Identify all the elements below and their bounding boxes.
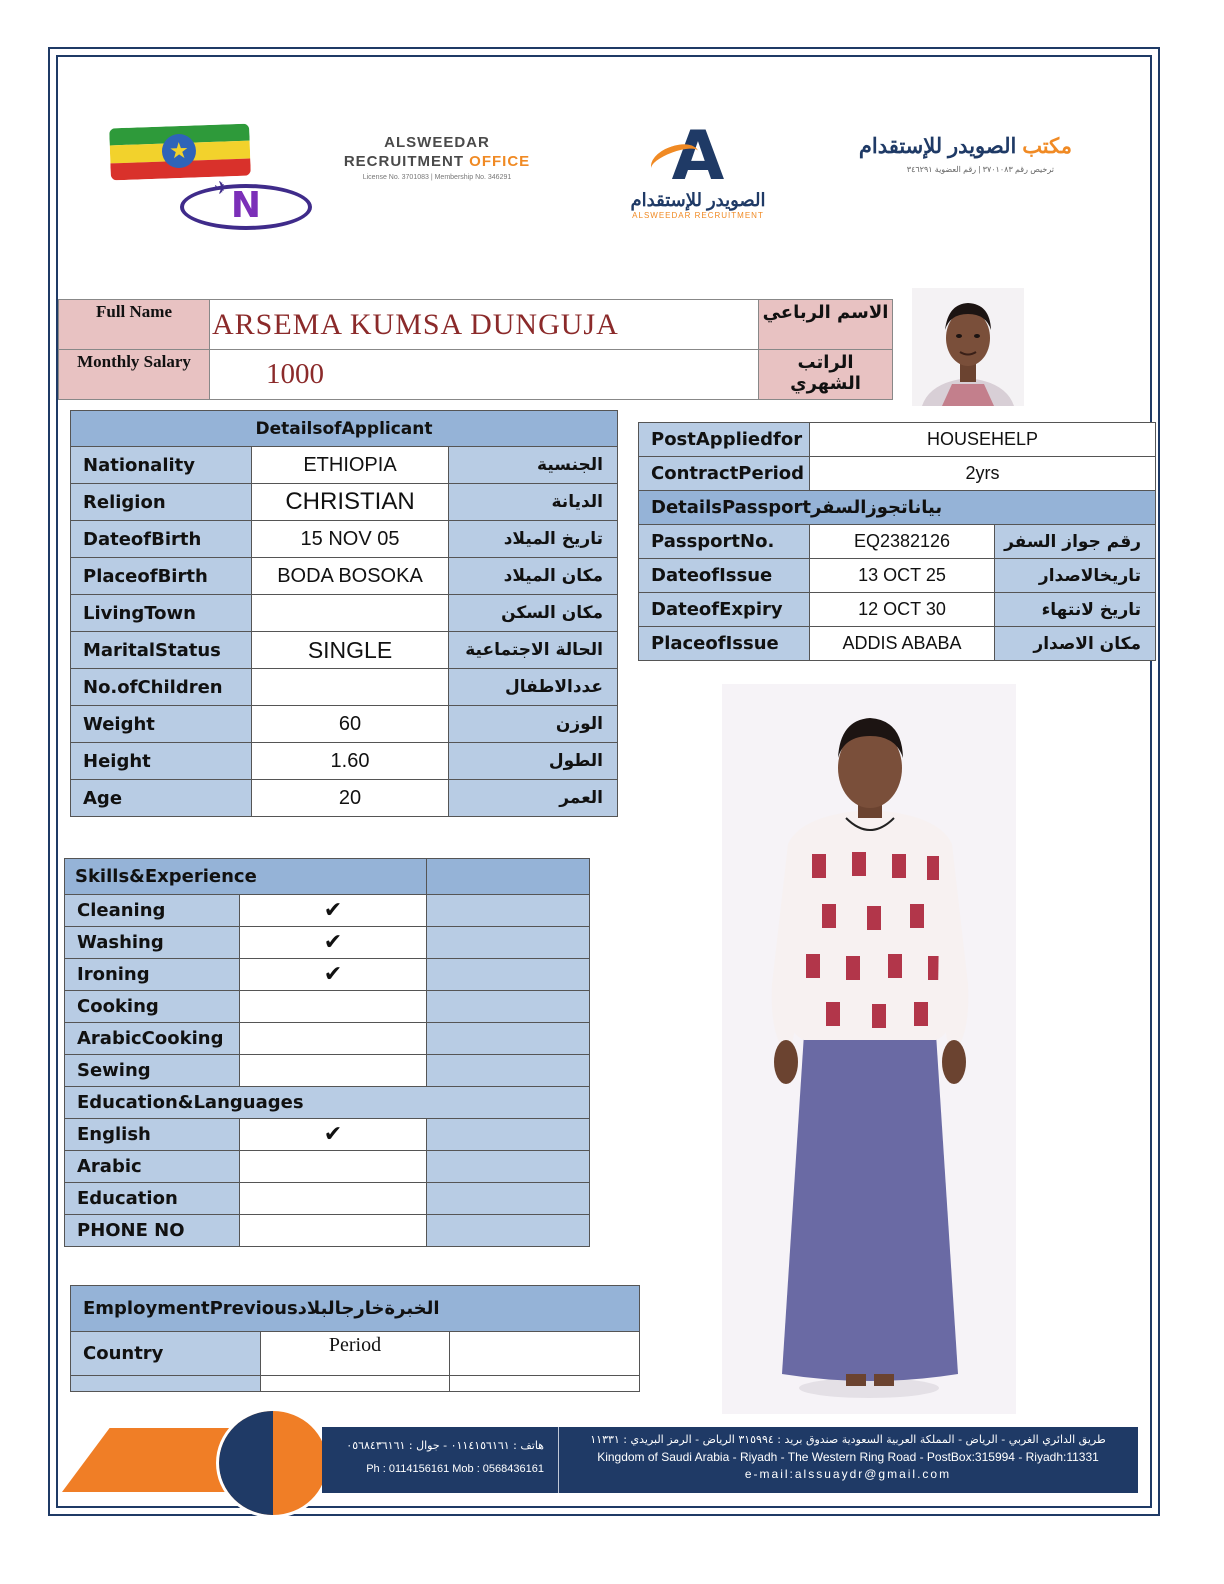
passport-title: DetailsPassportبياناتجوزالسفر (639, 491, 1156, 525)
living-town-value (252, 595, 449, 632)
contract-label: ContractPeriod (639, 457, 810, 491)
skill-ironing-check: ✔ (240, 959, 427, 991)
dob-label: DateofBirth (71, 521, 252, 558)
applicant-photo-small (912, 288, 1024, 406)
living-town-label: LivingTown (71, 595, 252, 632)
pob-value: BODA BOSOKA (252, 558, 449, 595)
period-label: Period (260, 1332, 450, 1376)
skill-washing-label: Washing (65, 927, 240, 959)
marital-status-value: SINGLE (252, 632, 449, 669)
footer-address-ar: طريق الدائري الغربي - الرياض - المملكة العربية السعودية صندوق بريد : ٣١٥٩٩٤ الرياض - الرمز البريدي : ١١٣٣١ (590, 1433, 1106, 1446)
star-icon: ★ (161, 133, 196, 168)
footer-address-en: Kingdom of Saudi Arabia - Riyadh - The Western Ring Road - PostBox:315994 - Riyadh:11331 (597, 1450, 1099, 1464)
religion-label: Religion (71, 484, 252, 521)
skill-cooking-check (240, 991, 427, 1023)
alsweedar-arabic-logo: مكتب الصويدر للإستقدام ترخيص رقم ٣٧٠١٠٨٣ | رقم العضوية ٣٤٦٢٩١ (858, 135, 1072, 174)
full-name-label-ar: الاسم الرباعي (759, 300, 893, 350)
full-name-label: Full Name (59, 300, 210, 350)
weight-label-ar: الوزن (449, 706, 618, 743)
post-passport-table (638, 422, 1156, 661)
passport-no-label-ar: رقم جواز السفر (995, 525, 1156, 559)
skill-sewing-label: Sewing (65, 1055, 240, 1087)
expiry-date-label-ar: تاريخ لانتهاء (995, 593, 1156, 627)
skill-washing-check: ✔ (240, 927, 427, 959)
footer-address-block (558, 1427, 1138, 1493)
skill-cleaning-check: ✔ (240, 895, 427, 927)
lang-english-label: English (65, 1119, 240, 1151)
living-town-label-ar: مكان السكن (449, 595, 618, 632)
issue-date-label: DateofIssue (639, 559, 810, 593)
skill-arabic-cooking-check (240, 1023, 427, 1055)
nationality-label-ar: الجنسية (449, 447, 618, 484)
issue-date-value: 13 OCT 25 (810, 559, 995, 593)
education-label: Education (65, 1183, 240, 1215)
passport-no-value: EQ2382126 (810, 525, 995, 559)
nationality-value: ETHIOPIA (252, 447, 449, 484)
issue-place-value: ADDIS ABABA (810, 627, 995, 661)
height-label-ar: الطول (449, 743, 618, 780)
weight-label: Weight (71, 706, 252, 743)
skill-sewing-check (240, 1055, 427, 1087)
weight-value: 60 (252, 706, 449, 743)
footer-bar (322, 1427, 1138, 1493)
dob-label-ar: تاريخ الميلاد (449, 521, 618, 558)
children-label-ar: عددالاطفال (449, 669, 618, 706)
skills-table (64, 858, 590, 1247)
issue-place-label: PlaceofIssue (639, 627, 810, 661)
ethiopia-flag-logo (109, 124, 251, 181)
religion-label-ar: الديانة (449, 484, 618, 521)
pob-label-ar: مكان الميلاد (449, 558, 618, 595)
footer-phone-block (322, 1427, 559, 1493)
expiry-date-value: 12 OCT 30 (810, 593, 995, 627)
height-label: Height (71, 743, 252, 780)
pob-label: PlaceofBirth (71, 558, 252, 595)
education-title: Education&Languages (65, 1087, 590, 1119)
post-label: PostAppliedfor (639, 423, 810, 457)
skill-ironing-label: Ironing (65, 959, 240, 991)
lang-english-check: ✔ (240, 1119, 427, 1151)
applicant-photo-full (722, 684, 1016, 1414)
children-value (252, 669, 449, 706)
marital-status-label-ar: الحالة الاجتماعية (449, 632, 618, 669)
age-label-ar: العمر (449, 780, 618, 817)
issue-date-label-ar: تاريخالاصدار (995, 559, 1156, 593)
phone-no-label: PHONE NO (65, 1215, 240, 1247)
dob-value: 15 NOV 05 (252, 521, 449, 558)
nationality-label: Nationality (71, 447, 252, 484)
marital-status-label: MaritalStatus (71, 632, 252, 669)
country-label: Country (71, 1332, 261, 1376)
lang-arabic-label: Arabic (65, 1151, 240, 1183)
skill-cleaning-label: Cleaning (65, 895, 240, 927)
alsweedar-a-logo: A الصويدر للإستقدام ALSWEEDAR RECRUITMENT (630, 117, 766, 220)
issue-place-label-ar: مكان الاصدار (995, 627, 1156, 661)
phone-no-value (240, 1215, 427, 1247)
education-check (240, 1183, 427, 1215)
lang-arabic-check (240, 1151, 427, 1183)
salary-label-ar: الراتب الشهري (759, 350, 893, 400)
footer-phone-en: Ph : 0114156161 Mob : 0568436161 (366, 1463, 544, 1475)
passport-no-label: PassportNo. (639, 525, 810, 559)
employment-table (70, 1285, 640, 1392)
skill-arabic-cooking-label: ArabicCooking (65, 1023, 240, 1055)
name-salary-table (58, 299, 893, 400)
salary-label: Monthly Salary (59, 350, 210, 400)
height-value: 1.60 (252, 743, 449, 780)
employment-title: EmploymentPreviousالخبرةخارجالبلاد (71, 1286, 640, 1332)
footer-phone-ar: هاتف : ٠١١٤١٥٦١٦١ - جوال : ٠٥٦٨٤٣٦١٦١ (346, 1439, 544, 1452)
skill-cooking-label: Cooking (65, 991, 240, 1023)
post-value: HOUSEHELP (810, 423, 1156, 457)
footer-email: e-mail:alssuaydr@gmail.com (744, 1467, 952, 1481)
applicant-details-table (70, 410, 618, 817)
full-name-value: ARSEMA KUMSA DUNGUJA (210, 300, 759, 350)
salary-value: 1000 (210, 350, 759, 400)
footer-circle-logo (216, 1408, 330, 1518)
alsweedar-english-logo: ALSWEEDAR RECRUITMENT OFFICE License No. 3701083 | Membership No. 346291 (343, 134, 531, 181)
religion-value: CHRISTIAN (252, 484, 449, 521)
age-label: Age (71, 780, 252, 817)
airplane-icon: ✈ (214, 178, 230, 198)
age-value: 20 (252, 780, 449, 817)
n-agency-logo: N (180, 184, 312, 230)
skills-title: Skills&Experience (65, 859, 427, 895)
contract-value: 2yrs (810, 457, 1156, 491)
children-label: No.ofChildren (71, 669, 252, 706)
expiry-date-label: DateofExpiry (639, 593, 810, 627)
details-title: DetailsofApplicant (71, 411, 618, 447)
